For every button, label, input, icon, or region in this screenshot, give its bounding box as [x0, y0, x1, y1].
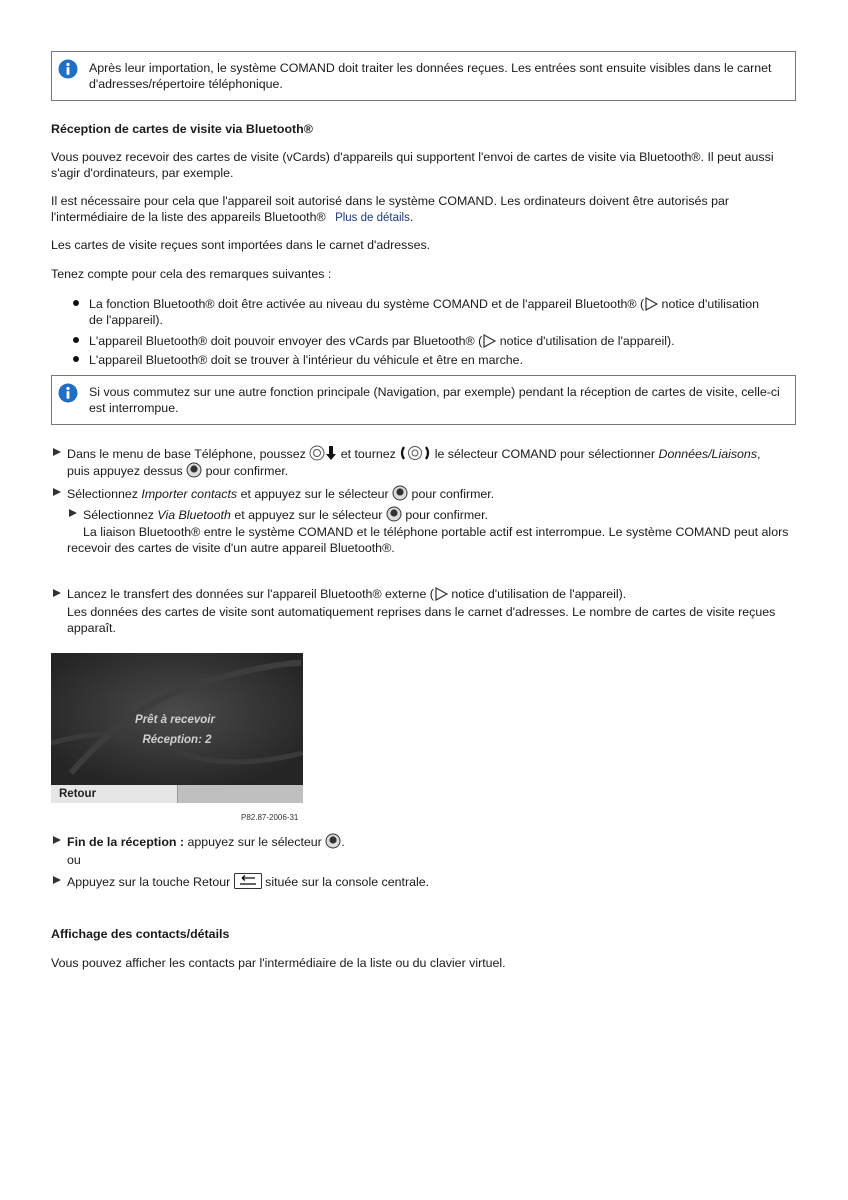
info-note-text: Après leur importation, le système COMAND doit traiter les données reçues. Les entrées sont ensuite visibles dans le carnet d'adresses/répertoire téléphonique. — [89, 61, 772, 91]
paragraph-authorization: Il est nécessaire pour cela que l'appareil soit autorisé dans le système COMAND. Les ordinateurs doivent être autorisés par l'intermédiaire de la liste des appareils Bluetooth® Plus de détails. — [51, 194, 729, 224]
step-arrow-icon — [53, 836, 61, 844]
press-controller-icon — [386, 506, 402, 522]
more-details-link[interactable]: Plus de détails — [335, 212, 410, 224]
info-icon — [58, 383, 78, 403]
screen-status-ready: Prêt à recevoir — [135, 714, 215, 726]
back-key-icon — [234, 873, 262, 889]
bullet-item-1: La fonction Bluetooth® doit être activée au niveau du système COMAND et de l'appareil Bluetooth® ( notice d'utilisation de l'appareil). — [89, 297, 759, 327]
step-arrow-icon — [69, 509, 77, 517]
step-via-bluetooth-result: La liaison Bluetooth® entre le système COMAND et le téléphone portable actif est interrompue. Le système COMAND peut alors recevoir des cartes de visite d'un autre appareil Bluetooth®. — [67, 525, 789, 555]
step-import-contacts: Sélectionnez Importer contacts et appuyez sur le sélecteur pour confirmer. — [67, 487, 495, 501]
step-telephone-menu: Dans le menu de base Téléphone, poussez et tournez le sélecteur COMAND pour sélectionner Données/Liaisons, puis appuyez dessus pour confirmer. — [67, 447, 761, 478]
press-controller-icon — [186, 462, 202, 478]
bullet-dot — [73, 300, 79, 306]
triangle-ref-icon — [644, 297, 658, 311]
step-via-bluetooth: Sélectionnez Via Bluetooth et appuyez sur le sélecteur pour confirmer. — [83, 508, 488, 522]
paragraph-vcards: Vous pouvez recevoir des cartes de visite (vCards) d'appareils qui supportent l'envoi de cartes de visite via Bluetooth®. Il peut aussi s'agir d'ordinateurs, par exemple. — [51, 150, 774, 180]
or-text: ou — [67, 853, 81, 867]
info-icon — [58, 59, 78, 79]
controller-icon — [309, 445, 325, 461]
info-note-import — [51, 51, 796, 101]
step-arrow-icon — [53, 448, 61, 456]
back-softkey[interactable]: Retour — [51, 785, 178, 803]
rotate-controller-icon — [399, 445, 431, 461]
comand-display-screenshot — [51, 653, 303, 803]
bullet-dot — [73, 337, 79, 343]
figure-code: P82.87-2006-31 — [241, 813, 299, 822]
bullet-item-3: L'appareil Bluetooth® doit se trouver à l'intérieur du véhicule et être en marche. — [89, 353, 524, 367]
press-controller-icon — [325, 833, 341, 849]
paragraph-imported: Les cartes de visite reçues sont importées dans le carnet d'adresses. — [51, 238, 431, 252]
section-heading-contacts: Affichage des contacts/détails — [51, 927, 230, 941]
paragraph-remarks: Tenez compte pour cela des remarques suivantes : — [51, 267, 332, 281]
paragraph-authorization-text: Il est nécessaire pour cela que l'appareil soit autorisé dans le système COMAND. Les ordinateurs doivent être autorisés par l'intermédiaire de la liste des appareils Bluetooth® — [51, 194, 729, 224]
step-launch-transfer-result: Les données des cartes de visite sont automatiquement reprises dans le carnet d'adresses. Le nombre de cartes de visite reçues apparaît. — [67, 605, 776, 635]
paragraph-contacts-display: Vous pouvez afficher les contacts par l'intermédiaire de la liste ou du clavier virtuel. — [51, 956, 506, 970]
info-note-interrupt — [51, 375, 796, 425]
triangle-ref-icon — [482, 334, 496, 348]
press-controller-icon — [392, 485, 408, 501]
section-heading-bluetooth: Réception de cartes de visite via Bluetooth® — [51, 122, 313, 136]
step-arrow-icon — [53, 589, 61, 597]
bullet-item-2: L'appareil Bluetooth® doit pouvoir envoyer des vCards par Bluetooth® ( notice d'utilisation de l'appareil). — [89, 334, 675, 348]
arrow-down-icon — [325, 445, 337, 461]
step-end-reception: Fin de la réception : appuyez sur le sélecteur . — [67, 835, 345, 849]
triangle-ref-icon — [434, 587, 448, 601]
screen-reception-count: Réception: 2 — [142, 734, 212, 746]
step-arrow-icon — [53, 876, 61, 884]
step-back-button: Appuyez sur la touche Retour située sur la console centrale. — [67, 875, 430, 889]
step-launch-transfer: Lancez le transfert des données sur l'appareil Bluetooth® externe ( notice d'utilisation de l'appareil). — [67, 587, 627, 601]
bullet-dot — [73, 356, 79, 362]
info-note-text: Si vous commutez sur une autre fonction principale (Navigation, par exemple) pendant la réception de cartes de visite, celle-ci est interrompue. — [89, 385, 780, 415]
step-arrow-icon — [53, 488, 61, 496]
